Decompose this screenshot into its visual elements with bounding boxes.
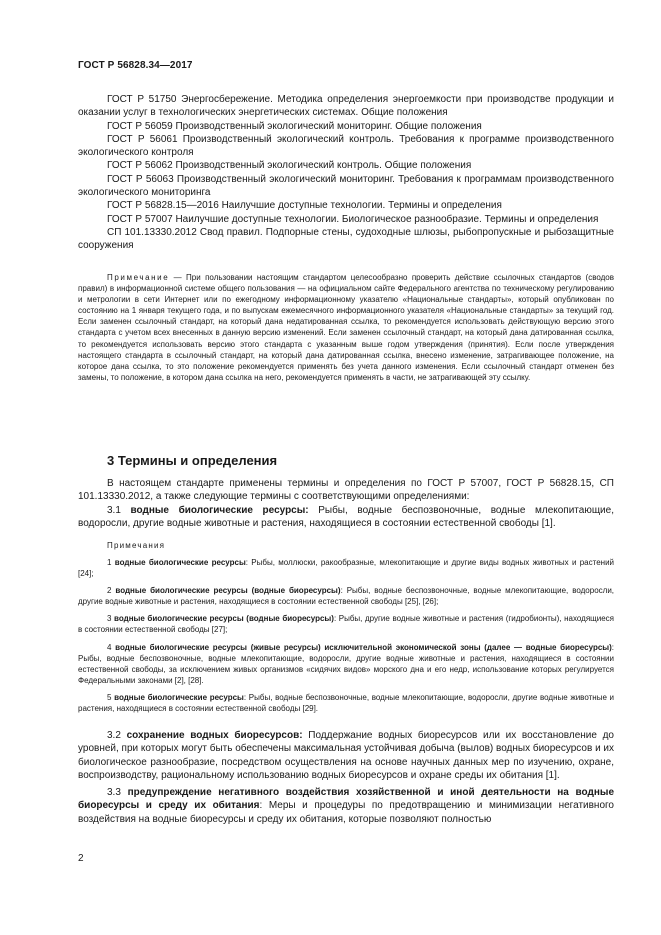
term-note: 3 водные биологические ресурсы (водные биоресурсы): Рыбы, другие водные животные и растения (гидробионты), находящиеся в состоянии естественной свободы [27]; [78, 614, 615, 635]
section-body [78, 477, 614, 530]
term-name: сохранение водных биоресурсов: [126, 730, 303, 741]
terms-continued [78, 729, 614, 826]
document-header: ГОСТ Р 56828.34—2017 [78, 60, 193, 71]
reference-item: ГОСТ Р 56063 Производственный экологический мониторинг. Требования к программам производственного экологического мониторинга [78, 173, 614, 199]
term-note: 4 водные биологические ресурсы (живые ресурсы) исключительной экономической зоны (далее — водные биоресурсы): Рыбы, водные беспозвоночные, водные млекопитающие, водоросли, другие водные животные и растения, находящиеся в состоянии естественной свободы, за исключением живых организмов «сидячих видов» морского дна и его недр, использование которых регулируется Федеральными законами [2], [28]. [78, 642, 615, 685]
section-title: 3 Термины и определения [107, 453, 278, 468]
term-note: 2 водные биологические ресурсы (водные биоресурсы): Рыбы, водные беспозвоночные, водные млекопитающие, водоросли, другие водные животные и растения, находящиеся в состоянии естественной свободы [25], [26]; [78, 586, 615, 607]
term-name: водные биологические ресурсы: [130, 504, 309, 516]
term-name: предупреждение негативного воздействия хозяйственной и иной деятельности на водные биоресурсы и среду их обитания [78, 787, 615, 812]
term-definition: Поддержание водных биоресурсов или их восстановление до уровней, при которых могут быть обеспечены максимальная устойчивая добыча (вылов) водных биоресурсов и их биологическое разнообразие, посредством осуществления на основе научных данных мер по изучению, охране, воспроизводству, рациональному использованию водных биоресурсов и охране среды их обитания [1]. [78, 730, 615, 781]
reference-item: ГОСТ Р 56828.15—2016 Наилучшие доступные технологии. Термины и определения [107, 200, 502, 212]
note-label: Примечание [107, 273, 170, 282]
term-definition: Рыбы, водные беспозвоночные, водные млекопитающие, водоросли, другие водные животные и растения, находящиеся в состоянии естественной свободы [1]. [78, 504, 614, 529]
term-definition: : Меры и процедуры по предотвращению и минимизации негативного воздействия на водные биоресурсы и среду их обитания, которые позволяют полностью [78, 800, 614, 825]
term-3-1: 3.1 водные биологические ресурсы: Рыбы, водные беспозвоночные, водные млекопитающие, водоросли, другие водные животные и растения, находящиеся в состоянии естественной свободы [1]. [78, 504, 614, 529]
term-3-3: 3.3 предупреждение негативного воздействия хозяйственной и иной деятельности на водные биоресурсы и среду их обитания: Меры и процедуры по предотвращению и минимизации негативного воздействия на водные биоресурсы и среду их обитания, которые позволяют полностью [78, 787, 615, 825]
page-number: 2 [78, 853, 84, 864]
reference-item: ГОСТ Р 57007 Наилучшие доступные технологии. Биологическое разнообразие. Термины и определения [107, 213, 599, 225]
reference-item: ГОСТ Р 56062 Производственный экологический контроль. Общие положения [107, 160, 472, 172]
term-note: 1 водные биологические ресурсы: Рыбы, моллюски, ракообразные, млекопитающие и другие виды водных животных и растений [24]; [78, 558, 615, 579]
reference-item: ГОСТ Р 56061 Производственный экологический контроль. Требования к программе производственного экологического контроля [78, 133, 614, 159]
term-notes [78, 540, 614, 714]
term-3-2: 3.2 сохранение водных биоресурсов: Поддержание водных биоресурсов или их восстановление до уровней, при которых могут быть обеспечены максимальная устойчивая добыча (вылов) водных биоресурсов и их биологическое разнообразие, посредством осуществления на основе научных данных мер по изучению, охране, воспроизводству, рациональному использованию водных биоресурсов и охране среды их обитания [1]. [78, 730, 615, 781]
normative-references-list [78, 93, 614, 253]
term-note: 5 водные биологические ресурсы: Рыбы, водные беспозвоночные, водные млекопитающие, водоросли, другие водные животные и растения, находящиеся в состоянии естественной свободы [29]. [78, 692, 615, 714]
reference-item: ГОСТ Р 56059 Производственный экологический мониторинг. Общие положения [107, 120, 482, 132]
reference-item: СП 101.13330.2012 Свод правил. Подпорные стены, судоходные шлюзы, рыбопропускные и рыбозащитные сооружения [78, 226, 614, 252]
reference-item: ГОСТ Р 51750 Энергосбережение. Методика определения энергоемкости при производстве продукции и оказании услуг в технологических энергетических системах. Общие положения [78, 94, 614, 119]
references-note [78, 272, 614, 383]
section-intro: В настоящем стандарте применены термины и определения по ГОСТ Р 57007, ГОСТ Р 56828.15, СП 101.13330.2012, а также следующие термины с соответствующими определениями: [78, 478, 614, 503]
note-text: — При пользовании настоящим стандартом целесообразно проверить действие ссылочных стандартов (сводов правил) в информационной системе общего пользования — на официальном сайте Федерального агентства по техническому регулированию и метрологии в сети Интернет или по ежегодному информационному указателю «Национальные стандарты», который опубликован по состоянию на 1 января текущего года, и по выпускам ежемесячного информационного указателя «Национальные стандарты» за текущий год. Если заменен ссылочный стандарт, на который дана недатированная ссылка, то рекомендуется использовать действующую версию этого стандарта с учетом всех внесенных в данную версию изменений. Если заменен ссылочный стандарт, на который дана датированная ссылка, то рекомендуется использовать версию этого стандарта с указанным выше годом утверждения (принятия). Если после утверждения настоящего стандарта в ссылочный стандарт, на который дана датированная ссылка, внесено изменение, затрагивающее положение, на которое дана ссылка, то это положение рекомендуется применять без учета данного изменения. Если ссылочный стандарт отменен без замены, то положение, в котором дана ссылка на него, рекомендуется применять в части, не затрагивающей эту ссылку. [78, 273, 614, 382]
notes-label: Примечания [107, 541, 166, 550]
